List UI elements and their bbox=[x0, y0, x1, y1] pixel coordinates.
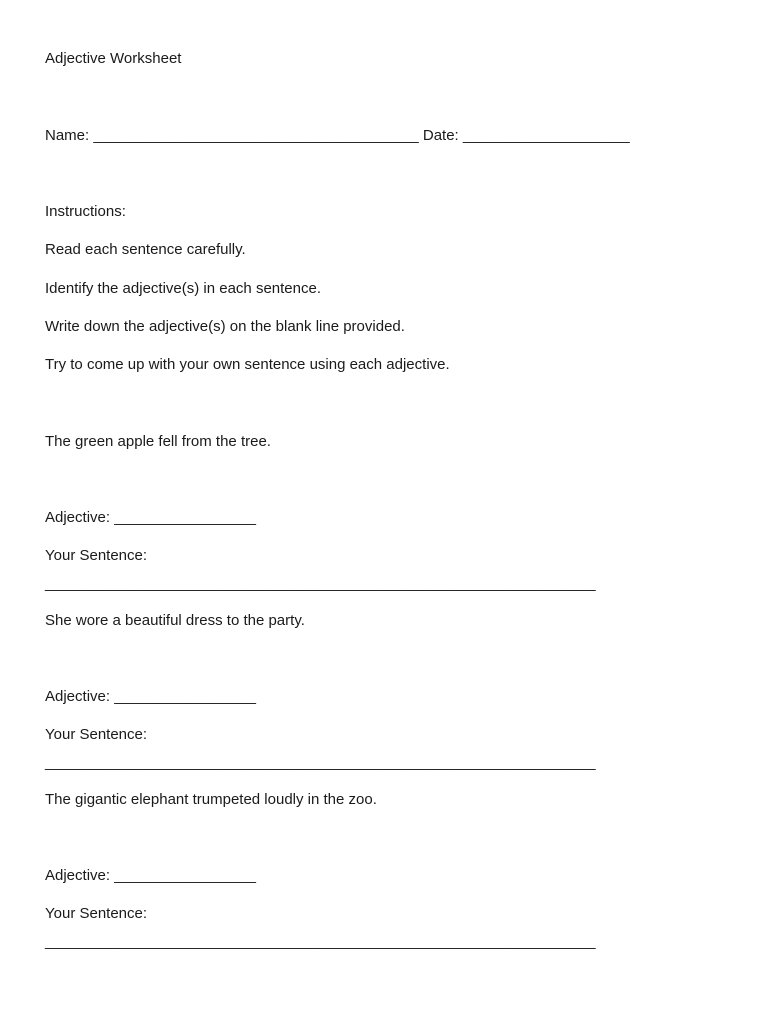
adjective-line: Adjective: _________________ bbox=[45, 509, 257, 526]
name-date-line: Name: _______________________________________ Date: ____________________ bbox=[45, 127, 630, 144]
answer-line: __________________________________________________________________ bbox=[45, 933, 596, 950]
exercise-sentence: She wore a beautiful dress to the party. bbox=[45, 612, 305, 629]
exercise-sentence: The gigantic elephant trumpeted loudly in the zoo. bbox=[45, 791, 377, 808]
worksheet-title: Adjective Worksheet bbox=[45, 50, 182, 67]
your-sentence-label: Your Sentence: bbox=[45, 905, 148, 922]
your-sentence-label: Your Sentence: bbox=[45, 547, 148, 564]
your-sentence-label: Your Sentence: bbox=[45, 726, 148, 743]
instruction-item: Write down the adjective(s) on the blank line provided. bbox=[45, 318, 405, 335]
answer-line: __________________________________________________________________ bbox=[45, 575, 596, 592]
exercise-sentence: The green apple fell from the tree. bbox=[45, 433, 271, 450]
instructions-heading: Instructions: bbox=[45, 203, 126, 220]
instruction-item: Try to come up with your own sentence using each adjective. bbox=[45, 356, 450, 373]
instruction-item: Read each sentence carefully. bbox=[45, 241, 246, 258]
instruction-item: Identify the adjective(s) in each sentence. bbox=[45, 280, 321, 297]
adjective-line: Adjective: _________________ bbox=[45, 688, 257, 705]
adjective-line: Adjective: _________________ bbox=[45, 867, 257, 884]
answer-line: __________________________________________________________________ bbox=[45, 754, 596, 771]
